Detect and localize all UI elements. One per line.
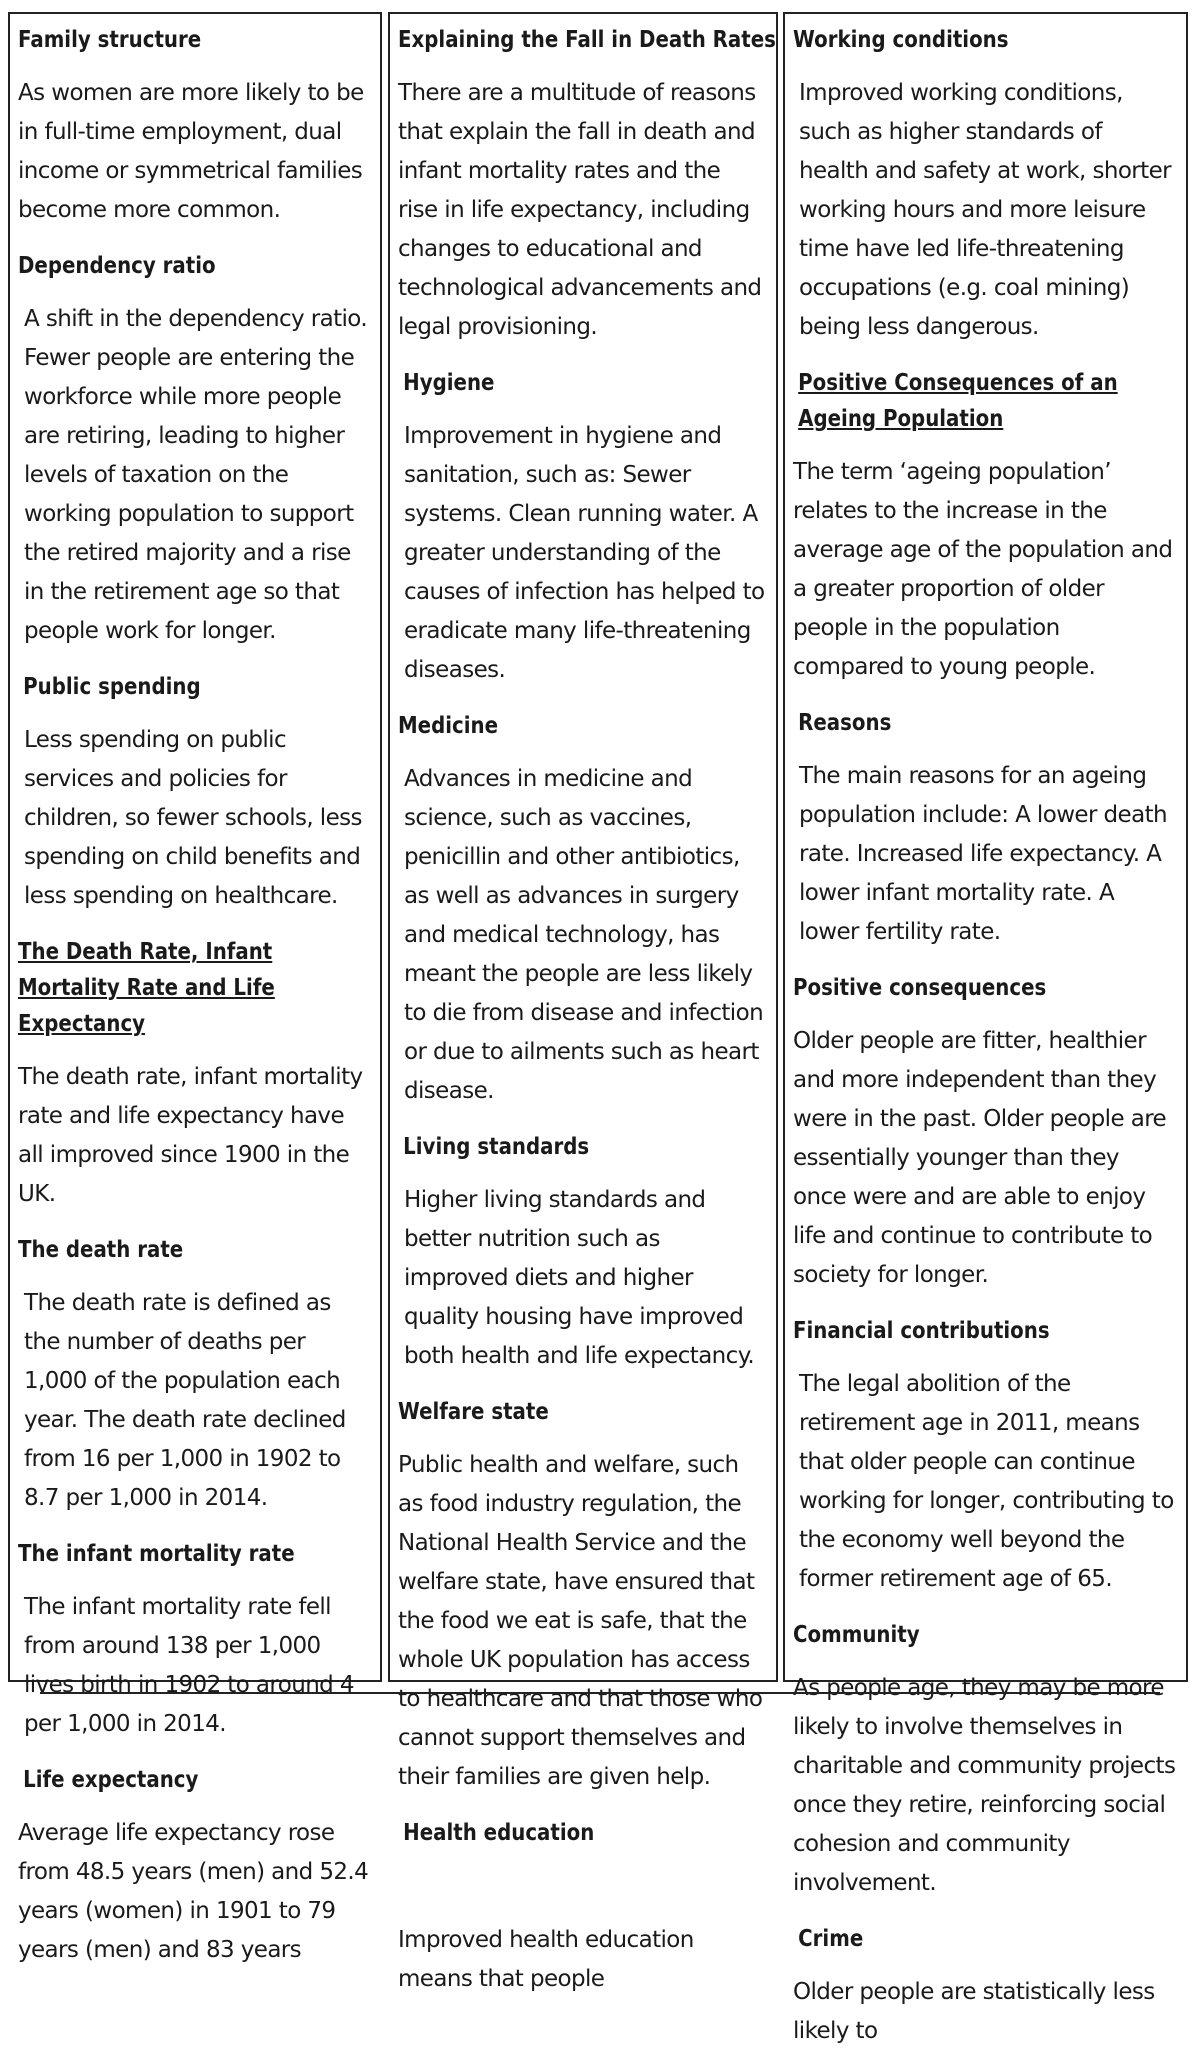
section-body: Public health and welfare, such as food industry regulation, the National Health Service and the welfare state, have ensured that the food we eat is safe, that the whole UK population has access to healthcare and that those who cannot support themselves and their families are given help. bbox=[398, 1452, 763, 1790]
section-infant-mortality bbox=[18, 1536, 370, 1744]
section-body: A shift in the dependency ratio. Fewer people are entering the workforce while more people are retiring, leading to higher levels of taxation on the working population to support the retired majority and a rise in the retirement age so that people work for longer. bbox=[24, 306, 368, 644]
section-heading: The death rate bbox=[18, 1237, 184, 1263]
section-body: Improved working conditions, such as higher standards of health and safety at work, shorter working hours and more leisure time have led life-threatening occupations (e.g. coal mining) being less dangerous. bbox=[799, 80, 1171, 340]
section-body: The term ‘ageing population’ relates to the increase in the average age of the population and a greater proportion of older people in the population compared to young people. bbox=[793, 459, 1173, 680]
section-heading: Dependency ratio bbox=[18, 253, 216, 279]
section-the-death-rate bbox=[18, 1232, 370, 1518]
section-family-structure bbox=[18, 22, 370, 230]
section-death-rate-overview bbox=[18, 934, 370, 1214]
section-community bbox=[793, 1617, 1176, 1903]
section-reasons bbox=[793, 705, 1176, 952]
section-heading: Working conditions bbox=[793, 27, 1009, 53]
section-body: Higher living standards and better nutrition such as improved diets and higher quality housing have improved both health and life expectancy. bbox=[404, 1187, 755, 1369]
section-heading: Crime bbox=[798, 1926, 864, 1952]
section-heading: Welfare state bbox=[398, 1399, 549, 1425]
section-heading: Community bbox=[793, 1622, 920, 1648]
section-body: Older people are statistically less likely to bbox=[793, 1979, 1155, 2044]
section-health-education bbox=[398, 1815, 766, 1999]
section-body: Improved health education means that people bbox=[398, 1927, 694, 1992]
section-hygiene bbox=[398, 365, 766, 690]
section-positive-consequences bbox=[793, 970, 1176, 1295]
section-body: As people age, they may be more likely to involve themselves in charitable and community projects once they retire, reinforcing social cohesion and community involvement. bbox=[793, 1675, 1176, 1896]
section-heading: Medicine bbox=[398, 713, 499, 739]
section-body: The main reasons for an ageing population include: A lower death rate. Increased life expectancy. A lower infant mortality rate. A lower fertility rate. bbox=[799, 763, 1167, 945]
section-body: As women are more likely to be in full-time employment, dual income or symmetrical families become more common. bbox=[18, 80, 364, 223]
section-public-spending bbox=[18, 669, 370, 916]
section-heading: Life expectancy bbox=[23, 1767, 199, 1793]
section-welfare-state bbox=[398, 1394, 766, 1797]
section-financial-contributions bbox=[793, 1313, 1176, 1599]
section-working-conditions bbox=[793, 22, 1176, 347]
section-explaining-fall bbox=[398, 22, 776, 347]
section-body: The infant mortality rate fell from around 138 per 1,000 lives birth in 1902 to around 4 per 1,000 in 2014. bbox=[24, 1594, 354, 1737]
section-body: Less spending on public services and policies for children, so fewer schools, less spending on child benefits and less spending on healthcare. bbox=[24, 727, 362, 909]
section-body: Advances in medicine and science, such as vaccines, penicillin and other antibiotics, as well as advances in surgery and medical technology, has meant the people are less likely to die from disease and infection or due to ailments such as heart disease. bbox=[404, 766, 764, 1104]
section-body: The legal abolition of the retirement age in 2011, means that older people can continue working for longer, contributing to the economy well beyond the former retirement age of 65. bbox=[799, 1371, 1174, 1592]
section-medicine bbox=[398, 708, 766, 1111]
column-3 bbox=[783, 12, 1188, 2044]
section-body: Older people are fitter, healthier and more independent than they were in the past. Older people are essentially younger than they once were and are able to enjoy life and continue to contribute to society for longer. bbox=[793, 1028, 1167, 1288]
bottom-rule bbox=[40, 1692, 1160, 1694]
section-heading: Explaining the Fall in Death Rates bbox=[398, 27, 776, 53]
section-heading: Positive Consequences of an Ageing Population bbox=[798, 370, 1118, 432]
section-body: Improvement in hygiene and sanitation, such as: Sewer systems. Clean running water. A greater understanding of the causes of infection has helped to eradicate many life-threatening diseases. bbox=[404, 423, 765, 683]
section-heading: Family structure bbox=[18, 27, 202, 53]
section-heading: Financial contributions bbox=[793, 1318, 1050, 1344]
section-heading: The infant mortality rate bbox=[18, 1541, 295, 1567]
section-heading: Living standards bbox=[403, 1134, 590, 1160]
section-living-standards bbox=[398, 1129, 766, 1376]
section-heading: Hygiene bbox=[403, 370, 495, 396]
section-heading: Reasons bbox=[798, 710, 892, 736]
column-2 bbox=[388, 12, 778, 1992]
section-body: There are a multitude of reasons that explain the fall in death and infant mortality rates and the rise in life expectancy, including changes to educational and technological advancements and legal provisioning. bbox=[398, 80, 762, 340]
column-1 bbox=[8, 12, 382, 1963]
section-positive-consequences-ageing bbox=[793, 365, 1176, 687]
section-heading: Health education bbox=[403, 1820, 595, 1846]
section-life-expectancy bbox=[18, 1762, 370, 1970]
section-crime bbox=[793, 1921, 1176, 2051]
section-body: Average life expectancy rose from 48.5 years (men) and 52.4 years (women) in 1901 to 79 years (men) and 83 years bbox=[18, 1820, 369, 1963]
section-heading: Positive consequences bbox=[793, 975, 1047, 1001]
section-dependency-ratio bbox=[18, 248, 370, 651]
section-heading: The Death Rate, Infant Mortality Rate and Life Expectancy bbox=[18, 939, 275, 1037]
section-body: The death rate is defined as the number of deaths per 1,000 of the population each year. The death rate declined from 16 per 1,000 in 1902 to 8.7 per 1,000 in 2014. bbox=[24, 1290, 346, 1511]
section-heading: Public spending bbox=[23, 674, 201, 700]
section-body: The death rate, infant mortality rate and life expectancy have all improved since 1900 in the UK. bbox=[18, 1064, 363, 1207]
